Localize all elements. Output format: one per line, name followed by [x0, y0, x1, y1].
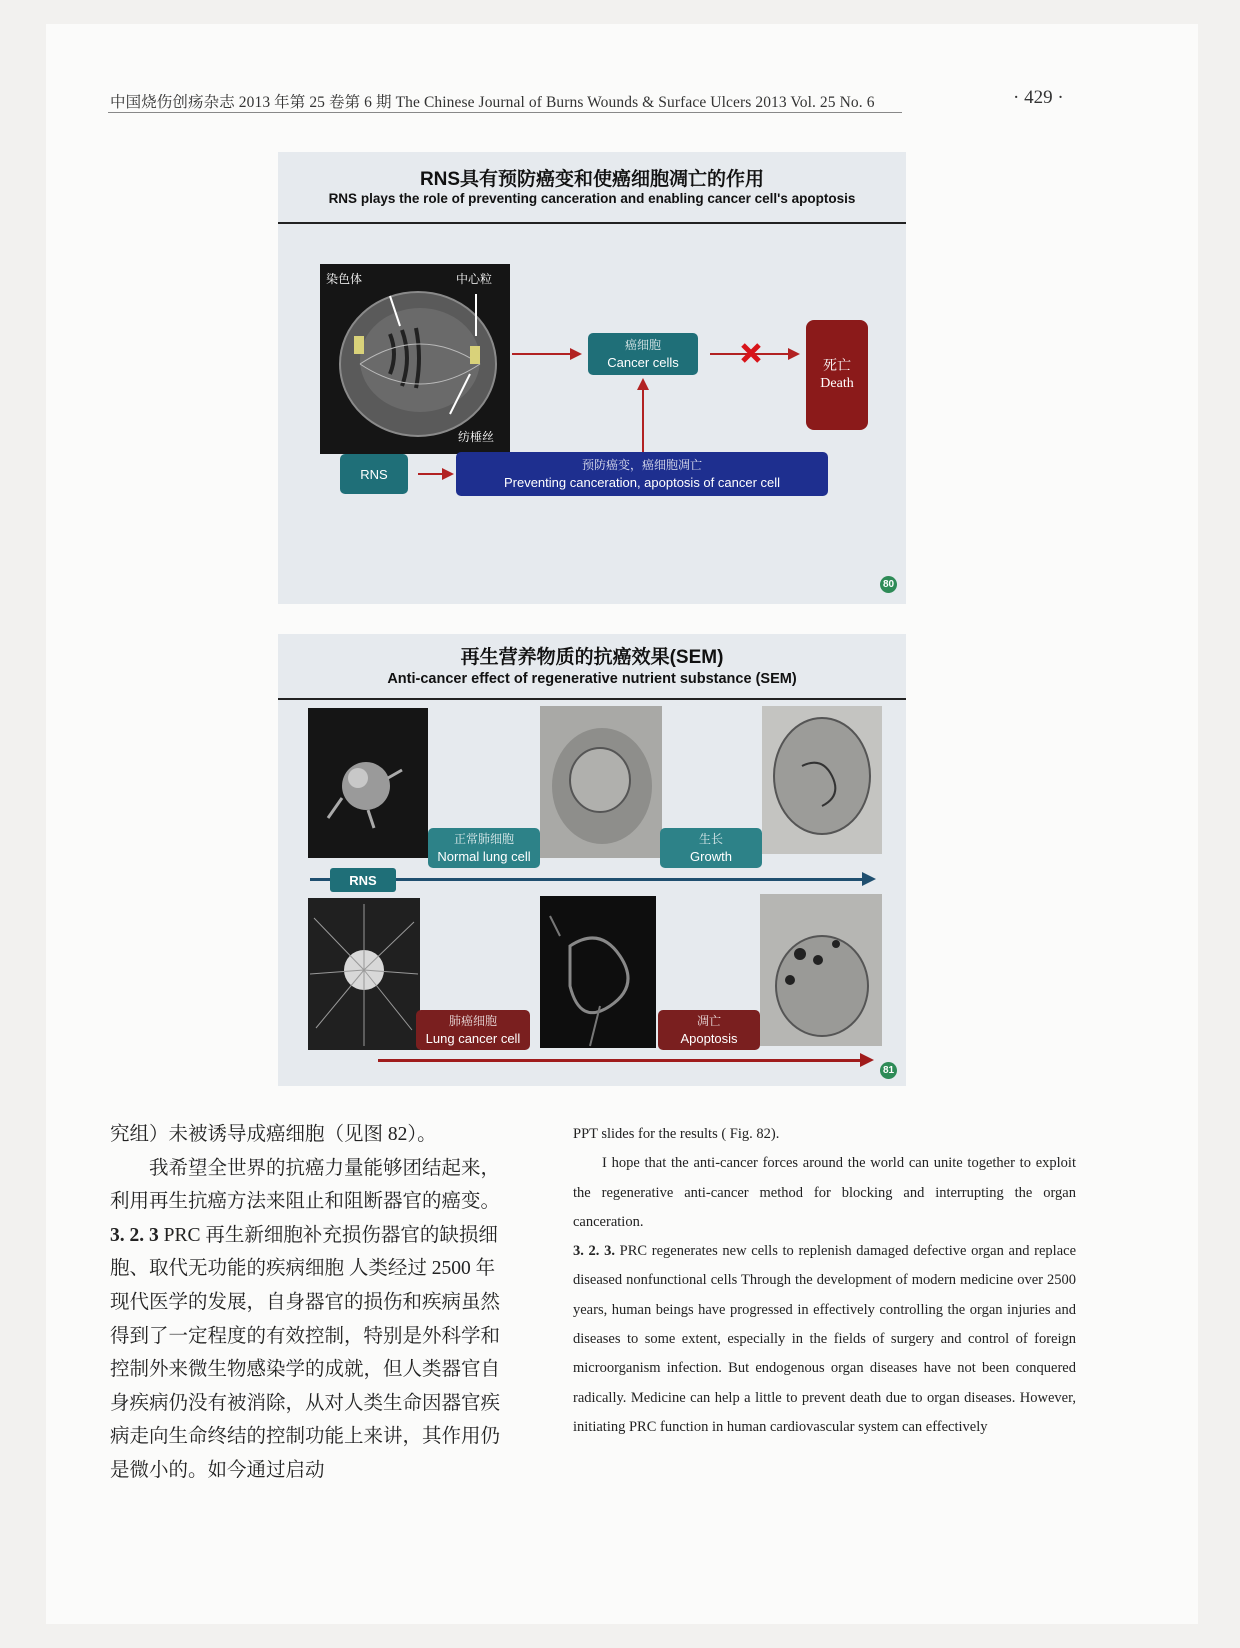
- label-spindle: 纺棰丝: [458, 430, 495, 444]
- arrowhead-right-icon: [570, 348, 582, 360]
- slide-81: [278, 634, 906, 1086]
- en-paragraph-3: [573, 1237, 1076, 1442]
- en-paragraph-3-text: PRC regenerates new cells to replenish damaged defective organ and replace diseased nonfunctional cells Through the development of modern medicine over 2500 years, human beings have progressed in effectively controlling the organ injuries and diseases to some extent, especially in the fields of surgery and control of foreign microorganism infection. But endogenous organ diseases have not been conquered radically. Medicine can help a little to prevent death due to organ diseases. However, initiating PRC function in human cardiovascular system can effectively: [573, 1243, 1077, 1435]
- cn-paragraph-3-text: PRC 再生新细胞补充损伤器官的缺损细胞、取代无功能的疾病细胞 人类经过 2500 年现代医学的发展，自身器官的损伤和疾病虽然得到了一定程度的有效控制，特别是外科学和控制外来微生物感染学的成就，但人类器官自身疾病仍没有被消除，从对人类生命因器官疾病走向生命终结的控制功能上来讲，其作用仍是微小的。如今通过启动: [110, 1224, 501, 1481]
- cancer-cells-box: [588, 333, 698, 375]
- header-rule: [108, 112, 902, 113]
- death-cn: 死亡: [823, 358, 851, 374]
- slide-80-rule: [278, 222, 906, 224]
- rns-tag: [330, 868, 396, 892]
- prevent-cn: 预防癌变，癌细胞凋亡: [581, 458, 702, 472]
- normal-lung-cell-sem: [308, 708, 428, 858]
- arrowhead-right-icon: [862, 872, 876, 886]
- death-box: [806, 320, 868, 430]
- arrow-prevent-to-cancer: [642, 388, 644, 452]
- growth-cell-tem: [762, 706, 882, 854]
- growth-box: [660, 828, 762, 868]
- label-chromosome: 染色体: [326, 272, 363, 286]
- tem-image: [762, 706, 882, 854]
- body-text-chinese: [110, 1118, 510, 1488]
- arrowhead-right-icon: [788, 348, 800, 360]
- growth-en: Growth: [690, 849, 732, 864]
- lung-cancer-cell-sem: [308, 898, 420, 1050]
- cn-section-heading: 3. 2. 3: [110, 1224, 159, 1246]
- slide-80-title-en: RNS plays the role of preventing canceration and enabling cancer cell's apoptosis: [328, 191, 856, 206]
- apoptosis-cn: 凋亡: [696, 1014, 721, 1028]
- slide-number-80: 80: [880, 576, 897, 593]
- apoptosis-cell-sem: [540, 896, 656, 1048]
- lung-cancer-en: Lung cancer cell: [425, 1031, 521, 1046]
- lung-cancer-cell-box: [416, 1010, 530, 1050]
- sem-image: [540, 896, 656, 1048]
- slide-81-title-en: Anti-cancer effect of regenerative nutrient substance (SEM): [387, 671, 797, 687]
- running-header: 中国烧伤创疡杂志 2013 年第 25 卷第 6 期 The Chinese Journal of Burns Wounds & Surface Ulcers 2013 Vol. 25 No. 6: [110, 94, 875, 111]
- normal-cn: 正常肺细胞: [453, 832, 514, 846]
- growth-cn: 生长: [698, 832, 723, 846]
- rns-label: RNS: [360, 466, 388, 482]
- tem-image: [760, 894, 882, 1046]
- cancer-cells-en: Cancer cells: [607, 355, 679, 370]
- prevent-en: Preventing canceration, apoptosis of cancer cell: [503, 475, 781, 490]
- en-paragraph-2: I hope that the anti-cancer forces around the world can unite together to exploit the regenerative anti-cancer method for blocking and interrupting the organ canceration.: [573, 1155, 1076, 1230]
- cn-paragraph-2: 我希望全世界的抗癌力量能够团结起来，利用再生抗癌方法来阻止和阻断器官的癌变。: [110, 1157, 501, 1213]
- slide-80: [278, 152, 906, 604]
- cn-paragraph-1: 究组）未被诱导成癌细胞（见图 82）。: [110, 1124, 437, 1145]
- slide-80-title-cn: RNS具有预防癌变和使癌细胞凋亡的作用: [419, 169, 765, 190]
- cn-paragraph-3: [110, 1219, 510, 1488]
- arrowhead-up-icon: [637, 378, 649, 390]
- death-en: Death: [820, 376, 854, 391]
- arrow-micro-to-cancer: [512, 353, 574, 355]
- normal-en: Normal lung cell: [437, 849, 531, 864]
- label-centriole: 中心粒: [456, 272, 493, 286]
- body-text-english: [573, 1120, 1076, 1442]
- en-section-heading: 3. 2. 3.: [573, 1243, 615, 1260]
- page-number: · 429 ·: [1013, 87, 1064, 108]
- apoptosis-box: [658, 1010, 760, 1050]
- rns-tag-label: RNS: [349, 872, 377, 888]
- blocked-cross-icon: [740, 342, 762, 364]
- apoptosis-en: Apoptosis: [680, 1031, 738, 1046]
- cell-division-micrograph: [320, 264, 510, 454]
- lung-cancer-cn: 肺癌细胞: [448, 1014, 497, 1028]
- arrowhead-right-icon: [860, 1053, 874, 1067]
- prevent-canceration-box: [456, 452, 828, 496]
- arrowhead-right-icon: [442, 468, 454, 480]
- apoptosis-cell-tem: [760, 894, 882, 1046]
- tem-image: [540, 706, 662, 858]
- en-paragraph-1: PPT slides for the results ( Fig. 82).: [573, 1126, 780, 1142]
- slide-81-rule: [278, 698, 906, 700]
- cancer-cells-cn: 癌细胞: [624, 338, 661, 352]
- slide-number-81: 81: [880, 1062, 897, 1079]
- rns-box: [340, 454, 408, 494]
- sem-image: [308, 898, 420, 1050]
- cancer-timeline-arrow: [378, 1059, 864, 1062]
- cell-division-image: [320, 264, 510, 454]
- normal-lung-cell-tem: [540, 706, 662, 858]
- slide-81-title-cn: 再生营养物质的抗癌效果(SEM): [460, 647, 724, 668]
- sem-image: [308, 708, 428, 858]
- normal-lung-cell-box: [428, 828, 540, 868]
